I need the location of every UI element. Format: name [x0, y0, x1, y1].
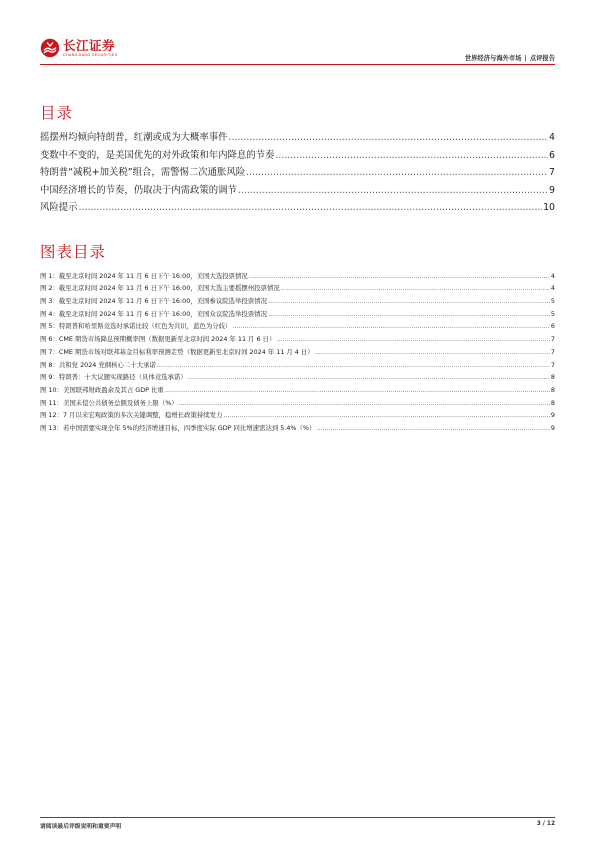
figure-item-text: 图 4：截至北京时间 2024 年 11 月 6 日下午 16:00，美国众议院选举投票情况 [40, 309, 267, 318]
figure-item[interactable] [40, 280, 555, 293]
figure-leader-dots [281, 284, 550, 292]
figure-item-page: 9 [550, 411, 555, 420]
toc-item-text: 风险提示 [40, 201, 78, 213]
figure-leader-dots [268, 310, 550, 318]
figure-leader-dots [179, 399, 550, 407]
header-separator: | [524, 55, 527, 62]
figure-item-text: 图 9：特朗普：十大议题实现路径（具体竞选承诺） [40, 373, 187, 382]
figure-item-text: 图 6：CME 期货市场降息预期概率图（数据更新至北京时间 2024 年 11 月 6 日） [40, 335, 276, 344]
figure-item-text: 图 11：美国未偿公共债务总额及债务上限（%） [40, 398, 178, 407]
figure-list-title: 图表目录 [40, 243, 107, 261]
figure-item[interactable] [40, 394, 555, 407]
logo-text [63, 39, 118, 58]
footer-divider [40, 817, 555, 818]
figure-item-page: 9 [550, 423, 555, 432]
figure-item-page: 7 [550, 335, 555, 344]
figure-item-page: 7 [550, 347, 555, 356]
figure-item-page: 4 [550, 271, 555, 280]
figure-item-text: 图 3：截至北京时间 2024 年 11 月 6 日下午 16:00，美国参议院选举投票情况 [40, 297, 267, 306]
toc-item-page: 9 [549, 184, 555, 196]
toc-list [40, 126, 555, 213]
header-divider [40, 64, 555, 65]
toc-item-page: 7 [549, 167, 555, 179]
figure-item-text: 图 8：共和党 2024 党纲核心二十大承诺 [40, 360, 156, 369]
figure-item-page: 7 [550, 360, 555, 369]
toc-leader-dots [246, 167, 548, 178]
toc-item-text: 特朗普“减税+加关税”组合，需警惕二次通胀风险 [40, 167, 246, 179]
figure-leader-dots [276, 335, 550, 343]
toc-item[interactable] [40, 161, 555, 178]
figure-leader-dots [316, 424, 550, 432]
figure-leader-dots [268, 297, 550, 305]
figure-leader-dots [249, 272, 550, 280]
figure-item-page: 5 [550, 309, 555, 318]
toc-item[interactable] [40, 126, 555, 143]
figure-item-text: 图 5：特朗普和哈里斯竞选时承诺比较（红色为共识，蓝色为分歧） [40, 322, 232, 331]
toc-leader-dots [238, 185, 548, 196]
toc-item[interactable] [40, 143, 555, 160]
figure-item[interactable] [40, 330, 555, 343]
toc-item-page: 6 [549, 149, 555, 161]
figure-leader-dots [165, 386, 550, 394]
toc-item-text: 摇摆州均倾向特朗普，红潮或成为大概率事件 [40, 132, 228, 144]
figure-item-text: 图 10：美国联邦财政盈余及其占 GDP 比重 [40, 385, 164, 394]
logo-chinese-name: 长江证券 [63, 37, 116, 53]
toc-item-page: 4 [549, 132, 555, 144]
figure-item[interactable] [40, 407, 555, 420]
figure-leader-dots [315, 348, 550, 356]
figure-item-page: 8 [550, 398, 555, 407]
figure-item[interactable] [40, 267, 555, 280]
figure-item-page: 5 [550, 297, 555, 306]
figure-item[interactable] [40, 419, 555, 432]
figure-item[interactable] [40, 381, 555, 394]
figure-item-text: 图 2：截至北京时间 2024 年 11 月 6 日下午 16:00，美国大选主要摇摆州投票情况 [40, 284, 280, 293]
figure-item[interactable] [40, 318, 555, 331]
figure-item[interactable] [40, 305, 555, 318]
figure-item-text: 图 1：截至北京时间 2024 年 11 月 6 日下午 16:00，美国大选投票情况 [40, 271, 248, 280]
toc-item-text: 中国经济增长的节奏，仍取决于内需政策的调节 [40, 184, 237, 196]
toc-leader-dots [79, 202, 543, 213]
logo-english-name: CHANGJIANG SECURITIES [63, 52, 118, 57]
toc-item[interactable] [40, 178, 555, 195]
company-logo [40, 36, 118, 60]
figure-item[interactable] [40, 369, 555, 382]
toc-item-text: 变数中不变的，是美国优先的对外政策和年内降息的节奏 [40, 149, 275, 161]
figure-leader-dots [223, 411, 550, 419]
figure-item-page: 6 [550, 322, 555, 331]
figure-item-page: 8 [550, 373, 555, 382]
category-label: 世界经济与海外市场 [464, 55, 522, 62]
report-category [465, 53, 555, 62]
figure-list [40, 267, 555, 432]
figure-leader-dots [188, 373, 550, 381]
figure-item[interactable] [40, 292, 555, 305]
figure-item-page: 8 [550, 385, 555, 394]
figure-item-page: 4 [550, 284, 555, 293]
toc-title: 目录 [40, 104, 74, 122]
footer-disclaimer: 请阅读最后评级说明和重要声明 [40, 824, 122, 830]
figure-leader-dots [232, 322, 549, 330]
page-number: 3 / 12 [536, 821, 555, 827]
changjiang-logo-icon [40, 38, 60, 58]
toc-item-page: 10 [543, 201, 555, 213]
toc-leader-dots [229, 132, 549, 143]
figure-item-text: 图 7：CME 期货市场对联邦基金目标利率预测走势（数据更新至北京时间 2024 年 11 月 4 日） [40, 347, 314, 356]
page-header [40, 26, 555, 66]
figure-item[interactable] [40, 356, 555, 369]
toc-item[interactable] [40, 196, 555, 213]
figure-item-text: 图 13：若中国需要实现全年 5%的经济增速目标，四季度实际 GDP 同比增速需达到 5.4%（%） [40, 423, 316, 432]
figure-item[interactable] [40, 343, 555, 356]
report-type-label: 点评报告 [529, 55, 555, 62]
figure-item-text: 图 12：7 月以来宏观政策的多次关键调整，稳增长政策持续发力 [40, 411, 223, 420]
figure-leader-dots [157, 361, 550, 369]
toc-leader-dots [275, 150, 548, 161]
